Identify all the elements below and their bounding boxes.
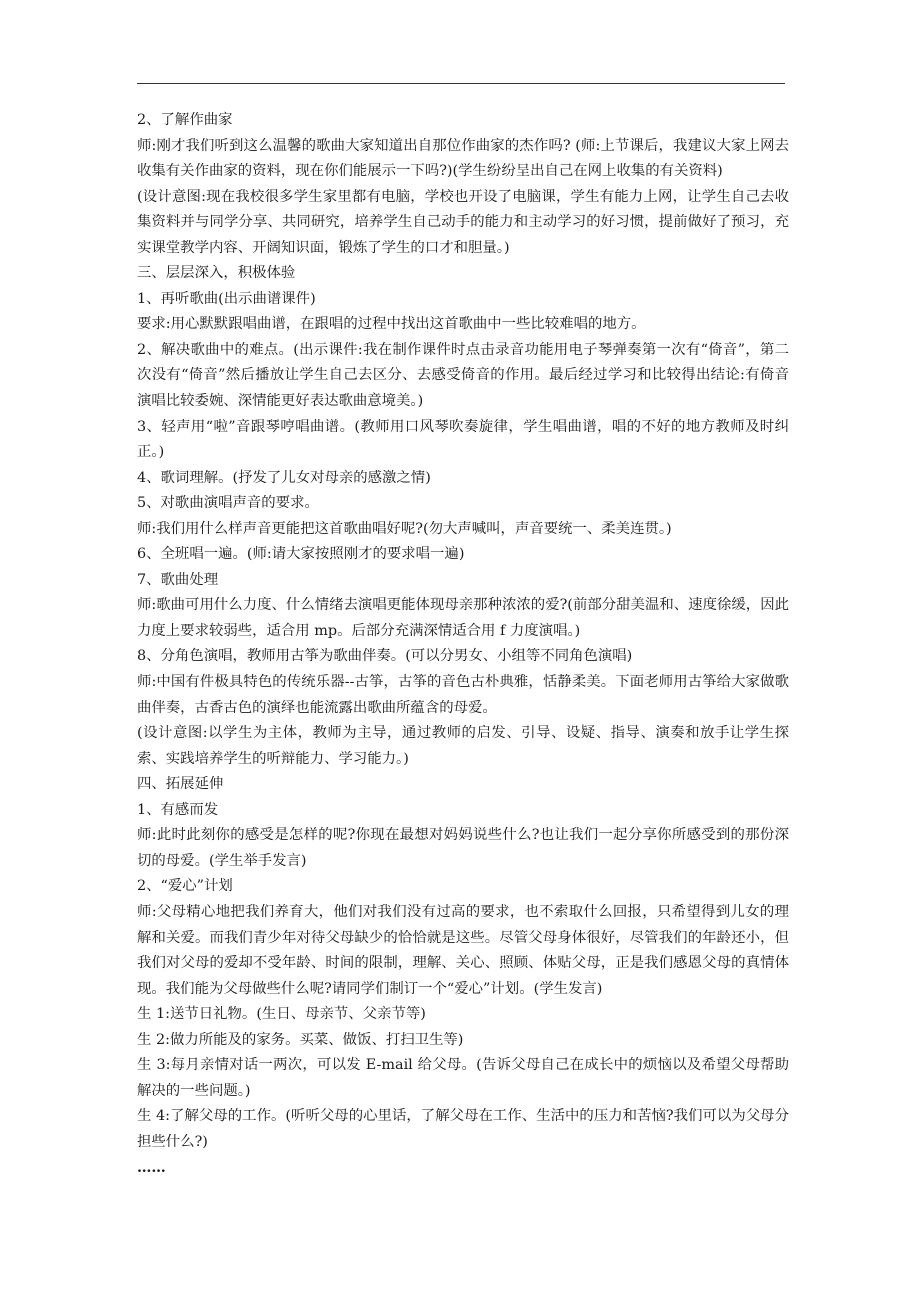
paragraph: 师:歌曲可用什么力度、什么情绪去演唱更能体现母亲那种浓浓的爱?(前部分甜美温和、速度徐缓，因此力度上要求较弱些，适合用 mp。后部分充满深情适合用 f 力度演唱。) [137,597,789,639]
step-heading: 1、有感而发 [137,801,219,818]
paragraph: 5、对歌曲演唱声音的要求。 [137,495,319,512]
paragraph: 3、轻声用“啦”音跟琴哼唱曲谱。(教师用口风琴吹奏旋律，学生唱曲谱，唱的不好的地方教师及时纠正。) [137,418,789,461]
paragraph: 4、歌词理解。(抒发了儿女对母亲的感激之情) [137,469,431,486]
student-response: 生 4:了解父母的工作。(听听父母的心里话，了解父母在工作、生活中的压力和苦恼?我们可以为父母分担些什么?) [137,1108,789,1150]
paragraph: 8、分角色演唱，教师用古筝为歌曲伴奏。(可以分男女、小组等不同角色演唱) [137,648,633,665]
section-heading: 四、拓展延伸 [137,776,224,793]
ellipsis: …… [137,1159,166,1177]
paragraph: 2、解决歌曲中的难点。(出示课件:我在制作课件时点击录音功能用电子琴弹奏第一次有“倚音”，第二次没有“倚音”然后播放让学生自己去区分、去感受倚音的作用。最后经过学习和比较得出结论:有倚音演唱比较委婉、深情能更好表达歌曲意境美。) [137,341,789,410]
student-response: 生 3:每月亲情对话一两次，可以发 E-mail 给父母。(告诉父母自己在成长中的烦恼以及希望父母帮助解决的一些问题。) [137,1057,789,1099]
header-rule [137,83,785,84]
paragraph: 师:中国有件极具特色的传统乐器--古筝，古筝的音色古朴典雅，恬静柔美。下面老师用古筝给大家做歌曲伴奏，古香古色的演绎也能流露出歌曲所蕴含的母爱。 [137,674,789,716]
document-body [137,108,789,1181]
paragraph: 师:此时此刻你的感受是怎样的呢?你现在最想对妈妈说些什么?也让我们一起分享你所感受到的那份深切的母爱。(学生举手发言) [137,827,789,869]
step-heading: 7、歌曲处理 [137,571,219,588]
step-heading: 2、“爱心”计划 [137,878,233,895]
design-note: (设计意图:以学生为主体，教师为主导，通过教师的启发、引导、设疑、指导、演奏和放手让学生探索、实践培养学生的听辩能力、学习能力。) [137,725,789,767]
paragraph: 6、全班唱一遍。(师:请大家按照刚才的要求唱一遍) [137,546,465,563]
design-note: (设计意图:现在我校很多学生家里都有电脑，学校也开设了电脑课，学生有能力上网，让学生自己去收集资料并与同学分享、共同研究，培养学生自己动手的能力和主动学习的好习惯，提前做好了预习，充实课堂教学内容、开阔知识面，锻炼了学生的口才和胆量。) [137,188,789,256]
paragraph: 师:我们用什么样声音更能把这首歌曲唱好呢?(勿大声喊叫，声音要统一、柔美连贯。) [137,520,672,537]
step-heading: 1、再听歌曲(出示曲谱课件) [137,290,316,307]
section-heading: 三、层层深入，积极体验 [137,265,296,282]
section-heading: 2、了解作曲家 [137,112,233,128]
paragraph: 要求:用心默默跟唱曲谱，在跟唱的过程中找出这首歌曲中一些比较难唱的地方。 [137,316,646,333]
paragraph: 师:刚才我们听到这么温馨的歌曲大家知道出自那位作曲家的杰作吗? (师:上节课后，我建议大家上网去收集有关作曲家的资料，现在你们能展示一下吗?)(学生纷纷呈出自己在网上收集的有关资料) [137,137,789,180]
paragraph: 师:父母精心地把我们养育大，他们对我们没有过高的要求，也不索取什么回报，只希望得到儿女的理解和关爱。而我们青少年对待父母缺少的恰恰就是这些。尽管父母身体很好，尽管我们的年龄还小，但我们对父母的爱却不受年龄、时间的限制，理解、关心、照顾、体贴父母，正是我们感恩父母的真情体现。我们能为父母做些什么呢?请同学们制订一个“爱心”计划。(学生发言) [137,903,789,997]
student-response: 生 1:送节日礼物。(生日、母亲节、父亲节等) [137,1006,426,1023]
student-response: 生 2:做力所能及的家务。买菜、做饭、打扫卫生等) [137,1031,464,1048]
